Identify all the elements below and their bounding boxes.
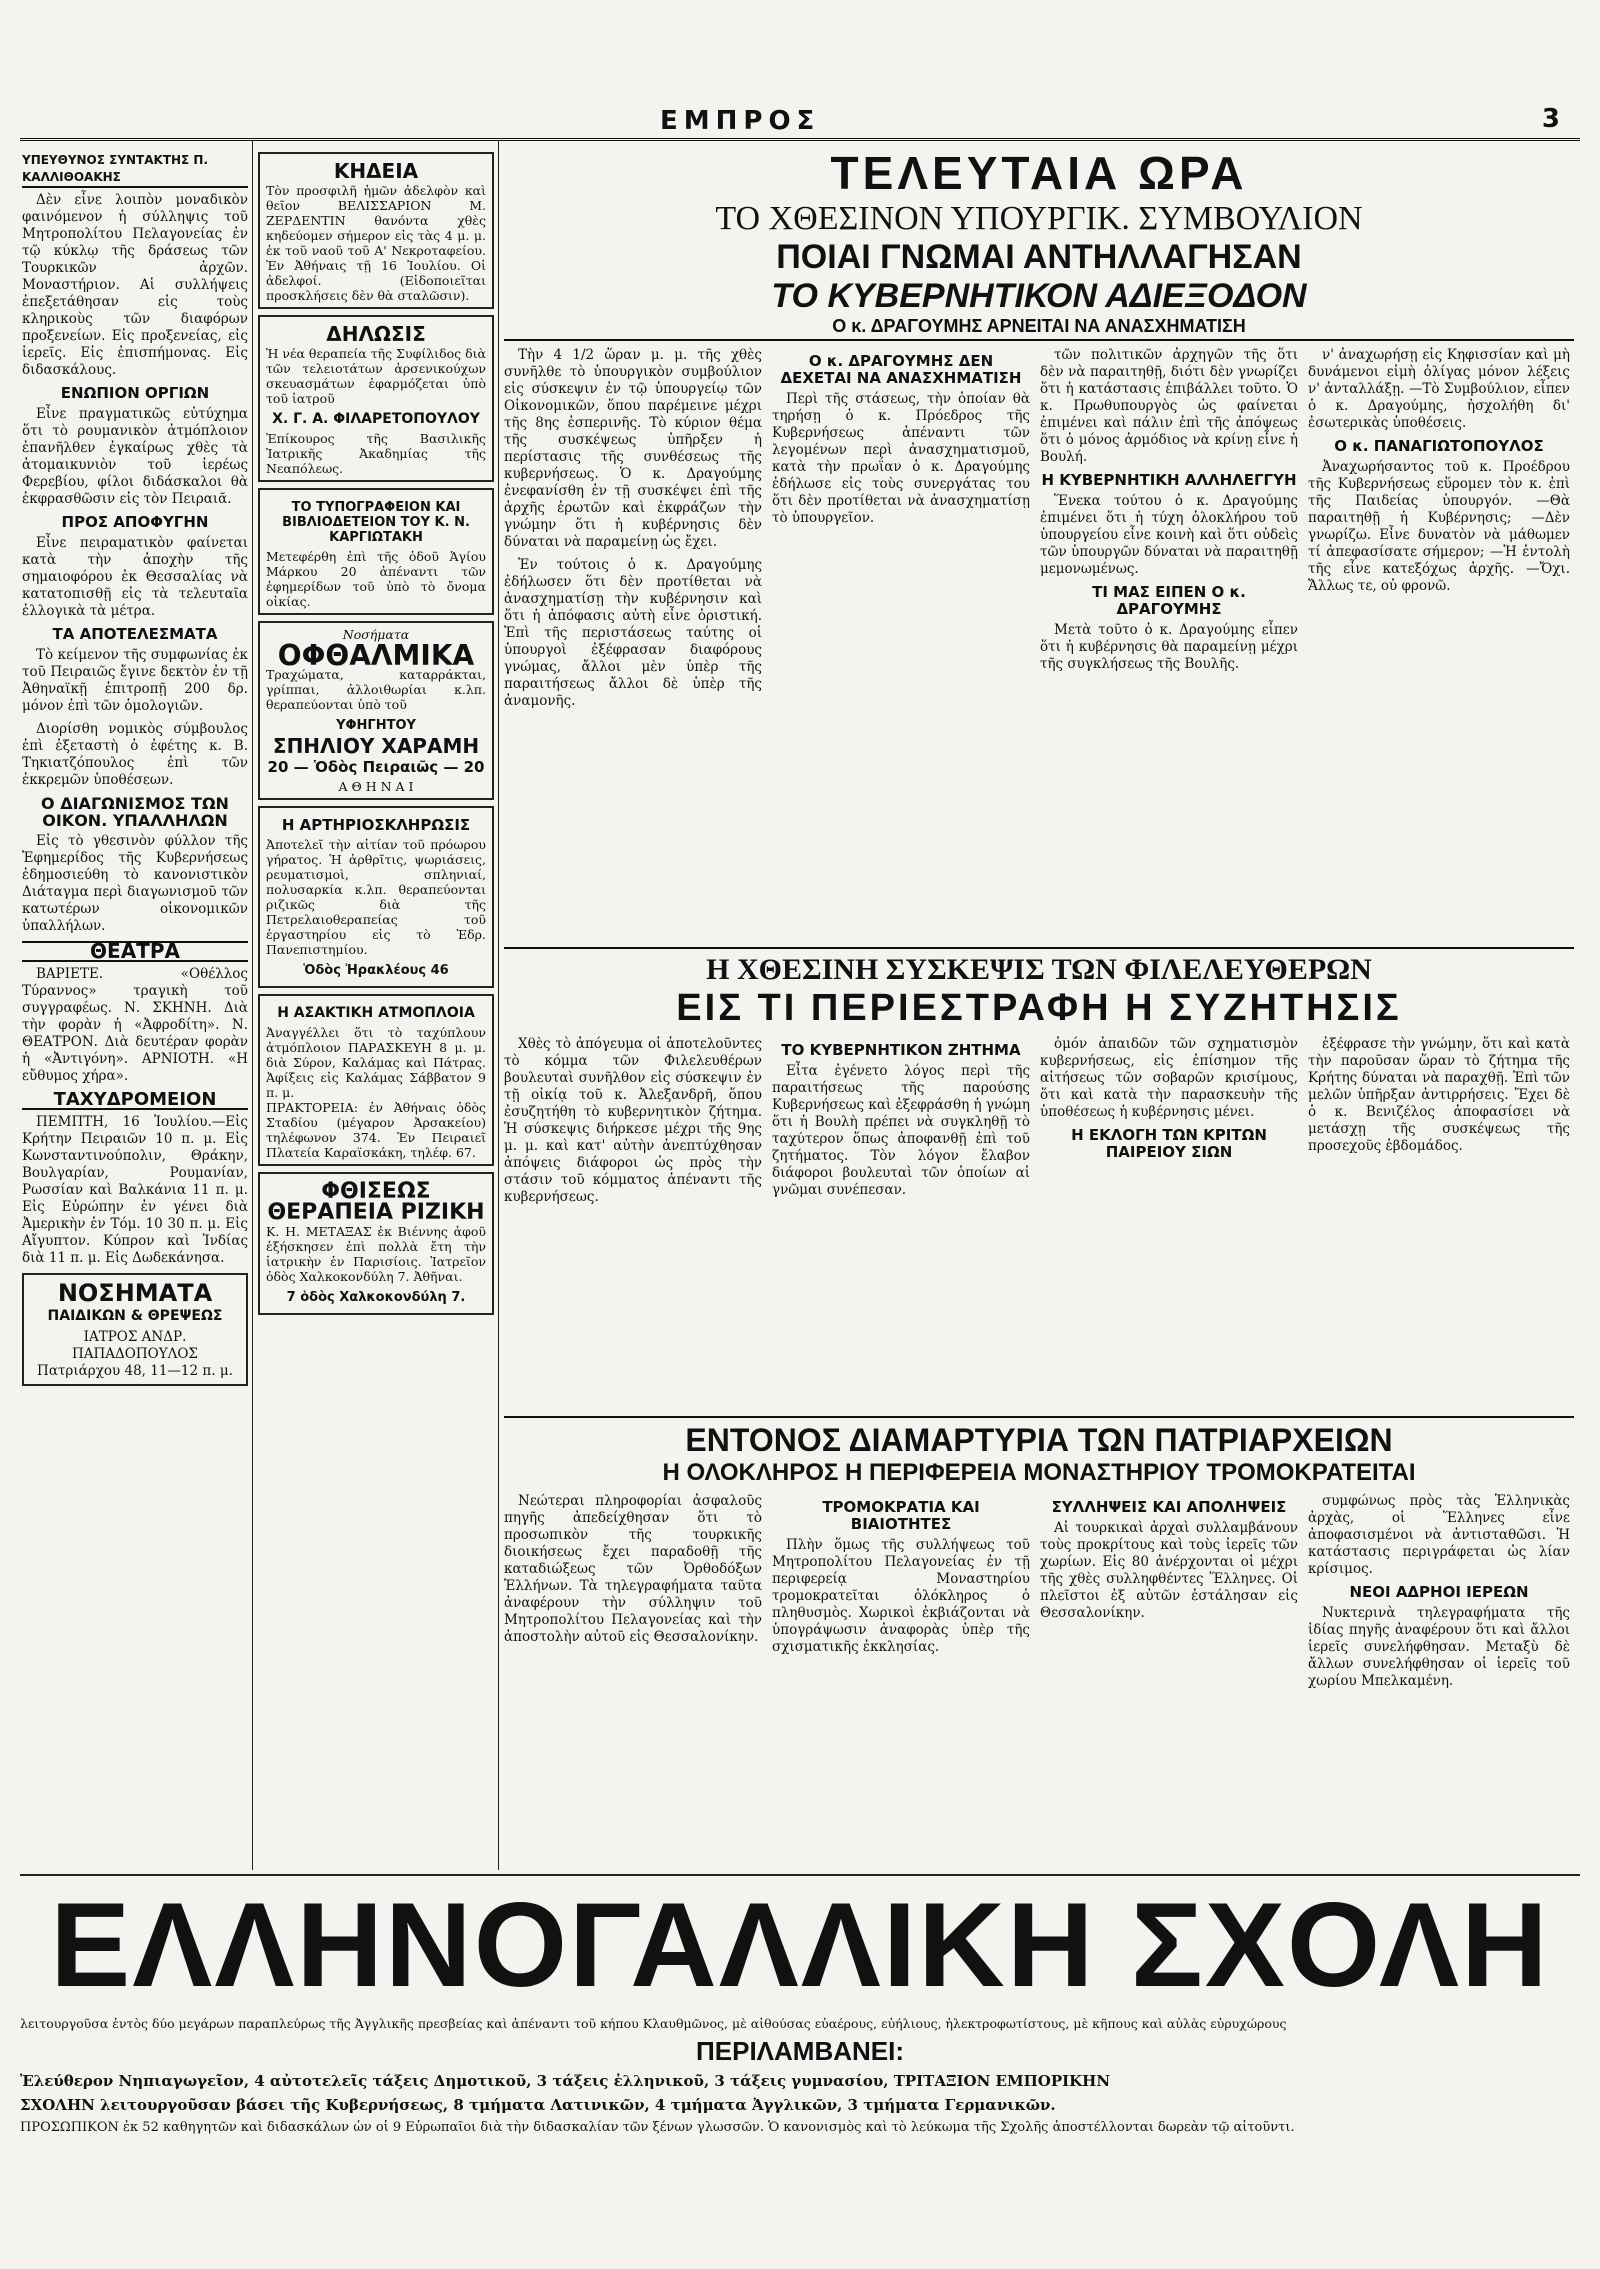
- atmoploia-ad: [258, 994, 494, 1166]
- article-liberals: [504, 1036, 1574, 1416]
- headline-6: ΕΙΣ ΤΙ ΠΕΡΙΕΣΤΡΑΦΗ Η ΣΥΖΗΤΗΣΙΣ: [676, 987, 1402, 1029]
- article-col: [1040, 347, 1298, 947]
- arthriosklirosis-title: Η ΑΡΤΗΡΙΟΣΚΛΗΡΩΣΙΣ: [281, 816, 471, 834]
- article-subhead: ΝΕΟΙ ΑΔΡΗΟΙ ΙΕΡΕΩΝ: [1349, 1583, 1529, 1601]
- section-kicker: ΕΝΩΠΙΟΝ ΟΡΓΙΩΝ: [60, 384, 210, 402]
- article-paragraph: τῶν πολιτικῶν ἀρχηγῶν τῆς ὅτι δὲν νὰ παραιτηθῇ, διότι δὲν γνωρίζει ὅτι ἡ κατάστασις ἐπιβάλλει τοῦτο. Ὁ κ. Πρωθυπουργὸς ὡς φαίνεται ἐπιμένει καὶ πάλιν ἐπὶ τῆς ἀπόψεως ὅτι ὁ μόνος ἁρμόδιος νὰ κρίνῃ εἶνε ἡ Βουλή.: [1040, 347, 1298, 465]
- nosima-doctor: ΙΑΤΡΟΣ ΑΝΔΡ. ΠΑΠΑΔΟΠΟΥΛΟΣ: [72, 1329, 198, 1362]
- article-paragraph: Ἐν τούτοις ὁ κ. Δραγούμης ἐδήλωσεν ὅτι δὲν προτίθεται νὰ ἀνασχηματίσῃ τὴν κυβέρνησιν καὶ ὅτι ἡ ἀπόφασις αὐτὴ εἶνε ὁριστική. Ἐπὶ τῆς περιστάσεως ταύτης οἱ ὑπουργοὶ ἐξέφρασαν διαφόρους γνώμας, ἄλλοι μὲν ὑπὲρ τῆς παραιτήσεως ἄλλοι δὲ ὑπὲρ τῆς ἀναμονῆς.: [504, 557, 762, 709]
- article-ministerial-council: [504, 347, 1574, 947]
- masthead: [20, 104, 1580, 141]
- headline-3: ΤΟ ΚΥΒΕΡΝΗΤΙΚΟΝ ΑΔΙΕΞΟΔΟΝ: [771, 277, 1307, 315]
- article-paragraph: Πλὴν ὅμως τῆς συλλήψεως τοῦ Μητροπολίτου Πελαγονείας ἐν τῇ περιφερείᾳ Μοναστηρίου τρομοκρατεῖται ὁλόκληρος ὁ πληθυσμὸς. Χωρικοὶ ἐκβιάζονται νὰ ὑπογράψωσιν ἀναφορὰς ὑπὲρ τῆς σχισματικῆς ἐκκλησίας.: [772, 1537, 1030, 1655]
- article-col: [504, 347, 762, 947]
- tipografeio-text: Μετεφέρθη ἐπὶ τῆς ὁδοῦ Ἁγίου Μάρκου 20 ἀπέναντι τῶν ἐφημερίδων τοῦ ὑπὸ τὸ ὄνομα οἰκίας.: [266, 549, 486, 609]
- nosimata-label: Νοσήματα: [342, 627, 410, 642]
- headline-7: ΕΝΤΟΝΟΣ ΔΙΑΜΑΡΤΥΡΙΑ ΤΩΝ ΠΑΤΡΙΑΡΧΕΙΩΝ: [504, 1416, 1574, 1459]
- article-paragraph: Εἶτα ἐγένετο λόγος περὶ τῆς παραιτήσεως τῆς παρούσης Κυβερνήσεως καὶ ἐξεφράσθη ἡ γνώμη ὅτι ἡ Βουλὴ πρέπει νὰ συγκληθῇ τὸ ταχύτερον ὅπως ἀποφανθῇ ἐπὶ τοῦ ζητήματος. Τὸν λόγον ἔλαβον διάφοροι βουλευταὶ τῶν ὁποίων αἱ γνῶμαι συνέπεσαν.: [772, 1063, 1030, 1198]
- ofthalmika-ad: [258, 621, 494, 800]
- article-subhead: ΤΟ ΚΥΒΕΡΝΗΤΙΚΟΝ ΖΗΤΗΜΑ: [781, 1041, 1021, 1059]
- article-subhead: Η ΕΚΛΟΓΗ ΤΩΝ ΚΡΙΤΩΝ ΠΑΙΡΕΙΟΥ ΣΙΩΝ: [1071, 1126, 1267, 1161]
- fthisis-title: ΦΘΙΣΕΩΣ: [321, 1179, 431, 1204]
- article-paragraph: Τὴν 4 1/2 ὥραν μ. μ. τῆς χθὲς συνῆλθε τὸ ὑπουργικὸν συμβούλιον εἰς σύσκεψιν ἐν τῷ ὑπουργείῳ τῶν Οἰκονομικῶν, ὅπου παρέμεινε μέχρι τῆς 8ης ἐσπερινῆς. Τὸ κύριον θέμα τῆς συσκέψεως ὑπῆρξεν ἡ περίστασις τῆς συνθέσεως τῆς κυβερνήσεως. Ὁ κ. Δραγούμης ἐνεφανίσθη ἐν τῇ συσκέψει ἐπὶ τῆς ἀρχῆς ἐρωτῶν καὶ ἐκφράζων τὴν γνώμην ὅτι ἡ κυβέρνησις δὲν δύναται νὰ παραμείνῃ ὡς ἔχει.: [504, 347, 762, 550]
- left-column: [22, 146, 248, 1866]
- article-paragraph: Μετὰ τοῦτο ὁ κ. Δραγούμης εἶπεν ὅτι ἡ κυβέρνησις θὰ παραμείνῃ μέχρι τῆς συγκλήσεως τῆς Βουλῆς.: [1040, 622, 1298, 672]
- contest-title: Ο ΔΙΑΓΩΝΙΣΜΟΣ ΤΩΝ ΟΙΚΟΝ. ΥΠΑΛΛΗΛΩΝ: [41, 794, 229, 830]
- page-number: 3: [1541, 104, 1560, 134]
- article-subhead: Η ΚΥΒΕΡΝΗΤΙΚΗ ΑΛΛΗΛΕΓΓΥΗ: [1041, 471, 1297, 489]
- contest-text: Εἰς τὸ γθεσινὸν φύλλον τῆς Ἐφημερίδος τῆς Κυβερνήσεως ἐδημοσιεύθη τὸ κανονιστικὸν Διάταγμα περὶ διαγωνισμοῦ τῶν κατωτέρων οἰκονομικῶν ὑπαλλήλων.: [22, 833, 248, 934]
- article-subhead: Ο κ. ΠΑΝΑΓΙΩΤΟΠΟΥΛΟΣ: [1334, 437, 1544, 455]
- headline-5: Η ΧΘΕΣΙΝΗ ΣΥΣΚΕΨΙΣ ΤΩΝ ΦΙΛΕΛΕΥΘΕΡΩΝ: [504, 947, 1574, 987]
- kideia-title: ΚΗΔΕΙΑ: [333, 159, 419, 183]
- ads-column: [258, 146, 494, 1866]
- kideia-text: Τὸν προσφιλῆ ἡμῶν ἀδελφὸν καὶ θεῖον ΒΕΛΙΣΣΑΡΙΟΝ Μ. ΖΕΡΔΕΝΤΙΝ θανόντα χθὲς κηδεύομεν σήμερον εἰς τὰς 4 μ. μ. ἐκ τοῦ ναοῦ τοῦ Α' Νεκροταφείου. Ἐν Ἀθήναις τῇ 16 Ἰουλίου. Οἱ ἀδελφοί. (Εἰδοποιεῖται προσκλήσεις δὲν θὰ σταλῶσιν).: [266, 183, 486, 303]
- article-patriarchate: [504, 1493, 1574, 1823]
- article-paragraph: Τὸ κείμενον τῆς συμφωνίας ἐκ τοῦ Πειραιῶς ἔγινε δεκτὸν ἐν τῇ Ἀθηναϊκῇ ἐπιτροπῇ 200 δρ. μόνον ἐπὶ τῶν ὁμολογιῶν.: [22, 647, 248, 714]
- arthriosklirosis-ad: [258, 806, 494, 988]
- section-kicker: ΤΑ ΑΠΟΤΕΛΕΣΜΑΤΑ: [52, 625, 218, 643]
- therapia-text: Κ. Η. ΜΕΤΑΞΑΣ ἐκ Βιέννης ἀφοῦ ἐξήσκησεν ἐπὶ πολλὰ ἔτη τὴν ἰατρικὴν ἐν Παρισίοις. Ἰατρεῖον ὁδὸς Χαλκοκονδύλη 7. Ἀθῆναι.: [266, 1224, 486, 1284]
- article-col: [772, 1493, 1030, 1823]
- theatre-title: ΘΕΑΤΡΑ: [22, 941, 248, 962]
- headline-kicker: ΤΕΛΕΥΤΑΙΑ ΩΡΑ: [830, 147, 1248, 199]
- bottom-rule: [20, 1874, 1580, 1876]
- article-paragraph: Νεώτεραι πληροφορίαι ἀσφαλοῦς πηγῆς ἀπεδείχθησαν ὅτι τὸ προσωπικὸν τῆς τουρκικῆς διοικήσεως ἔχει παραδοθῇ τῆς καταδιώξεως τῶν Ὀρθοδόξων Ἑλλήνων. Τὰ τηλεγραφήματα ταῦτα ἀναφέρουν τὴν σύλληψιν τοῦ Μητροπολίτου Πελαγονείας καὶ τὴν ἀποστολὴν αὐτοῦ εἰς Θεσσαλονίκην.: [504, 1493, 762, 1645]
- newspaper-page: [20, 0, 1580, 2269]
- ofthalmika-doctor-title: ΥΦΗΓΗΤΟΥ: [336, 718, 416, 733]
- dilosis-text: Ἡ νέα θεραπεία τῆς Συφίλιδος διὰ τῶν τελειοτάτων ἀρσενικούχων σκευασμάτων ἐφαρμόζεται ὑπὸ τοῦ ἰατροῦ: [266, 346, 486, 406]
- ofthalmika-title: ΟΦΘΑΛΜΙΚΑ: [277, 639, 475, 672]
- article-paragraph: ἐξέφρασε τὴν γνώμην, ὅτι καὶ κατὰ τὴν παροῦσαν ὥραν τὸ ζήτημα τῆς Κρήτης δύναται νὰ παραχθῇ. Ἐπὶ τῶν μελῶν ὑπῆρξαν ἀντιρρήσεις. Ἔχει δὲ ὁ κ. Βενιζέλος ἀποφασίσει νὰ μετάσχῃ τῆς συσκέψεως τῆς προσεχοῦς ἑβδομάδος.: [1308, 1036, 1570, 1154]
- therapia-address: 7 ὁδὸς Χαλκοκονδύλη 7.: [286, 1290, 466, 1305]
- article-paragraph: Αἱ τουρκικαὶ ἀρχαὶ συλλαμβάνουν τοὺς προκρίτους καὶ τοὺς ἱερεῖς τῶν χωρίων. Εἰς 80 ἀνέρχονται οἱ μέχρι τῆς χθὲς συλληφθέντες Ἕλληνες. Οἱ πλεῖστοι ἐξ αὐτῶν ἐστάλησαν εἰς Θεσσαλονίκην.: [1040, 1520, 1298, 1621]
- article-paragraph: Νυκτερινὰ τηλεγραφήματα τῆς ἰδίας πηγῆς ἀναφέρουν ὅτι καὶ ἄλλοι ἱερεῖς συνελήφθησαν. Μεταξὺ δὲ ἄλλων συνελήφθησαν οἱ ἱερεῖς τοῦ χωρίου Μπελκαμένη.: [1308, 1605, 1570, 1689]
- article-col: [1308, 347, 1570, 947]
- article-paragraph: ὁμόν ἀπαιδῶν τῶν σχηματισμὸν κυβερνήσεως, εἰς ἐπίσημον τῆς αἰτήσεως τῶν σοβαρῶν κρισίμους, ὅτι καὶ κατὰ τὴν παρασκευὴν τῆς ὑποθέσεως ἡ κυβέρνησις μένει.: [1040, 1036, 1298, 1120]
- atmoploia-title: Η ΑΣΑΚΤΙΚΗ ΑΤΜΟΠΛΟΙΑ: [277, 1005, 475, 1021]
- article-paragraph: Ἀναχωρήσαντος τοῦ κ. Προέδρου τῆς Κυβερνήσεως εὕρομεν τὸν κ. ἐπὶ τῆς Παιδείας ὑπουργόν. —Θὰ παραιτηθῇ ἡ Κυβέρνησις; —Δὲν γνωρίζω. Εἶνε δυνατὸν νὰ μάθωμεν τί ἀπεφασίσατε σήμερον; —Ἡ ἐντολὴ τῆς εἶνε κατεξόχως ἀρχῆς. —Ὄχι. Ἄλλως τε, οὐ φρονῶ.: [1308, 459, 1570, 594]
- article-paragraph: Περὶ τῆς στάσεως, τὴν ὁποίαν θὰ τηρήσῃ ὁ κ. Πρόεδρος τῆς Κυβερνήσεως ἀπέναντι τῶν λεγομένων περὶ ἀνασχηματισμοῦ, κατὰ τὴν πρωΐαν ὁ κ. Δραγούμης ἐδήλωσε εἰς τοὺς συνεργάτας του ὅτι δὲν προτίθεται νὰ ἀνασχηματίσῃ τὸ ὑπουργεῖον.: [772, 391, 1030, 526]
- school-line-4: ΠΡΟΣΩΠΙΚΟΝ ἐκ 52 καθηγητῶν καὶ διδασκάλων ὧν οἱ 9 Εὐρωπαῖοι διὰ τὴν διδασκαλίαν τῶν ξένων γλωσσῶν. Ὁ κανονισμὸς καὶ τὸ λεύκωμα τῆς Σχολῆς ἀποστέλλονται δωρεὰν τῷ αἰτοῦντι.: [20, 2120, 1295, 2135]
- atmoploia-text: Ἀναγγέλλει ὅτι τὸ ταχύπλουν ἀτμόπλοιον ΠΑΡΑΣΚΕΥΗ 8 μ. μ. διὰ Σύρον, Καλάμας καὶ Πάτρας. Ἀφίξεις εἰς Καλάμας Σάββατον 9 π. μ.: [266, 1025, 486, 1100]
- fthisis-ad: [258, 1172, 494, 1315]
- article-col: [1040, 1036, 1298, 1416]
- post-title: ΤΑΧΥΔΡΟΜΕΙΟΝ: [22, 1091, 248, 1110]
- kideia-ad: [258, 152, 494, 309]
- article-col: [1308, 1493, 1570, 1823]
- tipografeio-title: ΤΟ ΤΥΠΟΓΡΑΦΕΙΟΝ ΚΑΙ ΒΙΒΛΙΟΔΕΤΕΙΟΝ ΤΟΥ Κ. Ν. ΚΑΡΓΙΩΤΑΚΗ: [282, 500, 470, 545]
- article-subhead: Ο κ. ΔΡΑΓΟΥΜΗΣ ΔΕΝ ΔΕΧΕΤΑΙ ΝΑ ΑΝΑΣΧΗΜΑΤΙΣΗ: [780, 352, 1022, 387]
- article-col: [1040, 1493, 1298, 1823]
- headline-4: Ο κ. ΔΡΑΓΟΥΜΗΣ ΑΡΝΕΙΤΑΙ ΝΑ ΑΝΑΣΧΗΜΑΤΙΣΗ: [504, 316, 1574, 341]
- article-paragraph: Διορίσθη νομικὸς σύμβουλος ἐπὶ ἐξεταστὴ ὁ ἐφέτης κ. Β. Τηκιατζόπουλος ἐπὶ τῶν ἐκκρεμῶν ὑποθέσεων.: [22, 721, 248, 788]
- article-paragraph: ν' ἀναχωρήσῃ εἰς Κηφισσίαν καὶ μὴ δυνάμενοι εἰμὴ ὀλίγας μόνον λέξεις ν' ἀνταλλάξῃ. —Τὸ Συμβούλιον, εἶπεν ὁ κ. Δραγούμης, ἠσχολήθη δι' ἐσωτερικὰς ὑποθέσεις.: [1308, 347, 1570, 431]
- article-paragraph: Ἕνεκα τούτου ὁ κ. Δραγούμης ἐπιμένει ὅτι ἡ τύχη ὁλοκλήρου τοῦ ὑπουργείου εἶνε κοινὴ καὶ ὅτι οὐδεὶς τῶν ὑπουργῶν δύναται νὰ παραιτηθῇ μεμονωμένως.: [1040, 493, 1298, 577]
- nosima-address: Πατριάρχου 48, 11—12 π. μ.: [37, 1363, 233, 1379]
- tipografeio-ad: [258, 488, 494, 615]
- article-col: [772, 347, 1030, 947]
- section-kicker: ΠΡΟΣ ΑΠΟΦΥΓΗΝ: [61, 513, 209, 531]
- school-line-2: Ἐλεύθερον Νηπιαγωγεῖον, 4 αὐτοτελεῖς τάξεις Δημοτικοῦ, 3 τάξεις ἑλληνικοῦ, 3 τάξεις γυμνασίου, ΤΡΙΤΑΞΙΟΝ ΕΜΠΟΡΙΚΗΝ: [20, 2072, 1111, 2090]
- headline-2: ΠΟΙΑΙ ΓΝΩΜΑΙ ΑΝΤΗΛΛΑΓΗΣΑΝ: [776, 238, 1302, 276]
- editor-line: ΥΠΕΥΘΥΝΟΣ ΣΥΝΤΑΚΤΗΣ Π. ΚΑΛΛΙΘΟΑΚΗΣ: [22, 152, 248, 188]
- article-col: [504, 1493, 762, 1823]
- atmoploia-contact: ΠΡΑΚΤΟΡΕΙΑ: ἐν Ἀθήναις ὁδὸς Σταδίου (μέγαρον Ἀρσακείου) τηλέφωνον 374. Ἐν Πειραιεῖ Πλατεία Καραϊσκάκη, τηλέφ. 67.: [266, 1100, 486, 1160]
- school-perilamvanei: ΠΕΡΙΛΑΜΒΑΝΕΙ:: [695, 2036, 904, 2066]
- therapia-title: ΘΕΡΑΠΕΙΑ ΡΙΖΙΚΗ: [267, 1200, 485, 1225]
- masthead-name: ΕΜΠΡΟΣ: [660, 106, 821, 136]
- article-paragraph: συμφώνως πρὸς τὰς Ἑλληνικὰς ἀρχὰς, οἱ Ἕλληνες εἶνε ἀποφασισμένοι νὰ ἀντισταθῶσι. Ἡ κατάστασις περιγράφεται ὡς λίαν κρίσιμος.: [1308, 1493, 1570, 1577]
- article-subhead: ΤΙ ΜΑΣ ΕΙΠΕΝ Ο κ. ΔΡΑΓΟΥΜΗΣ: [1092, 583, 1246, 618]
- headline-8: Η ΟΛΟΚΛΗΡΟΣ Η ΠΕΡΙΦΕΡΕΙΑ ΜΟΝΑΣΤΗΡΙΟΥ ΤΡΟΜΟΚΡΑΤΕΙΤΑΙ: [662, 1459, 1416, 1486]
- column-rule: [252, 140, 253, 1870]
- main-area: [504, 146, 1574, 1866]
- ofthalmika-address: 20 — Ὁδὸς Πειραιῶς — 20: [267, 758, 485, 776]
- headline-1: ΤΟ ΧΘΕΣΙΝΟΝ ΥΠΟΥΡΓΙΚ. ΣΥΜΒΟΥΛΙΟΝ: [715, 200, 1363, 237]
- dilosis-doctor: Χ. Γ. Α. ΦΙΛΑΡΕΤΟΠΟΥΛΟΥ: [272, 411, 480, 427]
- ofthalmika-city: Α Θ Η Ν Α Ι: [338, 779, 414, 794]
- article-paragraph: Δὲν εἶνε λοιπὸν μοναδικὸν φαινόμενον ἡ σύλληψις τοῦ Μητροπολίτου Πελαγονείας ἐν τῷ κύκλῳ τῆς δράσεως τῶν Τουρκικῶν ἀρχῶν. Μοναστήριον. Αἱ συλλήψεις ἐπεξετάθησαν εἰς τοὺς κληρικοὺς τῶν διαφόρων προξενείων. Εἰς προξενείας, εἰς ἱερεῖς. Εἰς ἐπισπήμονας. Εἰς διδασκάλους.: [22, 192, 248, 378]
- article-subhead: ΤΡΟΜΟΚΡΑΤΙΑ ΚΑΙ ΒΙΑΙΟΤΗΤΕΣ: [822, 1498, 980, 1533]
- theatre-text: ΒΑΡΙΕΤΕ. «Οθέλλος Τύραννος» τραγικὴ τοῦ συγγραφέως. Ν. ΣΚΗΝΗ. Διὰ τὴν φορὰν ἡ «Ἀφροδίτη». Ν. ΘΕΑΤΡΟΝ. Διὰ δευτέραν φορὰν ἡ «Ἀντιγόνη». ΑΡΝΙΟΤΗ. «Η εὔθυμος χήρα».: [22, 966, 248, 1084]
- dilosis-ad: [258, 315, 494, 482]
- article-col: [1308, 1036, 1570, 1416]
- school-title: ΕΛΛΗΝΟΓΑΛΛΙΚΗ ΣΧΟΛΗ: [50, 1880, 1550, 2010]
- ofthalmika-doctor: ΣΠΗΛΙΟΥ ΧΑΡΑΜΗ: [272, 734, 480, 758]
- arthriosklirosis-address: Ὁδὸς Ἠρακλέους 46: [303, 963, 449, 978]
- school-line-1: λειτουργοῦσα ἐντὸς δύο μεγάρων παραπλεύρως τῆς Ἀγγλικῆς πρεσβείας καὶ ἀπέναντι τοῦ κήπου Κλαυθμῶνος, μὲ αἰθούσας εὐαέρους, εὐήλιους, ἠλεκτροφωτίστους, μὲ κῆπους καὶ αὐλὰς εὐρυχώρους: [20, 2016, 1287, 2031]
- article-paragraph: Εἶνε πραγματικῶς εὐτύχημα ὅτι τὸ ρουμανικὸν ἀτμόπλοιον ἐπανῆλθεν ἐγκαίρως χθὲς τὰ ἀτομαικυνιὸν τοῦ ἱερέως Φερεβίου, φίλοι διδάσκαλοι θὰ ἐκφρασθῶσιν εἰς τὸν Πειραιᾶ.: [22, 406, 248, 507]
- school-line-3: ΣΧΟΛΗΝ λειτουργοῦσαν βάσει τῆς Κυβερνήσεως, 8 τμήματα Λατινικῶν, 4 τμήματα Ἀγγλικῶν, 3 τμήματα Γερμανικῶν.: [20, 2096, 1056, 2114]
- dilosis-more: Ἐπίκουρος τῆς Βασιλικῆς Ἰατρικῆς Ἀκαδημίας τῆς Νεαπόλεως.: [266, 431, 486, 476]
- column-rule: [498, 140, 499, 1870]
- post-text: ΠΕΜΠΤΗ, 16 Ἰουλίου.—Εἰς Κρήτην Πειραιῶν 10 π. μ. Εἰς Κωνσταντινούπολιν, Θράκην, Βουλγαρίαν, Ρουμανίαν, Ρωσσίαν καὶ Βαλκάνια 11 π. μ. Εἰς Εὐρώπην ἐν γένει διὰ Ἀμερικὴν ἐν Τόμ. 10 30 π. μ. Εἰς Αἴγυπτον. Κύπρον καὶ Ἰνδίας διὰ 11 π. μ. Εἰς Δωδεκάνησα.: [22, 1114, 248, 1266]
- nosima-subtitle: ΠΑΙΔΙΚΩΝ & ΘΡΕΨΕΩΣ: [47, 1308, 223, 1324]
- article-paragraph: Εἶνε πειραματικὸν φαίνεται κατὰ τὴν ἀποχὴν τῆς σημαιοφόρου ἐκ Θεσσαλίας νὰ κατατοπισθῇ εἰς τὰ τελευταῖα ἐλλογικὰ τὰ μέτρα.: [22, 535, 248, 619]
- article-paragraph: Χθὲς τὸ ἀπόγευμα οἱ ἀποτελοῦντες τὸ κόμμα τῶν Φιλελευθέρων βουλευταὶ συνῆλθον εἰς σύσκεψιν ἐν τῇ οἰκίᾳ τοῦ κ. Ἀλεξανδρῆ, ὅπου ἐσυζητήθη τὸ κυβερνητικὸν ζήτημα. Ἡ σύσκεψις διήρκεσε μέχρι τῆς 9ης μ. μ. καὶ κατ' αὐτὴν ἀνεπτύχθησαν ἀπόψεις διάφοροι ὡς πρὸς τὴν στάσιν τοῦ κόμματος ἀπέναντι τῆς κυβερνήσεως.: [504, 1036, 762, 1205]
- article-subhead: ΣΥΛΛΗΨΕΙΣ ΚΑΙ ΑΠΟΛΗΨΕΙΣ: [1051, 1498, 1287, 1516]
- article-col: [772, 1036, 1030, 1416]
- dilosis-title: ΔΗΛΩΣΙΣ: [326, 322, 426, 346]
- arthriosklirosis-text: Ἀποτελεῖ τὴν αἰτίαν τοῦ πρόωρου γήρατος. Ἡ ἀρθρῖτις, ψωριάσεις, ρευματισμοὶ, σπληνιαί, πολυσαρκία κ.λπ. θεραπεύονται ριζικῶς διὰ τῆς Πετρελαιοθεραπείας τοῦ ἐργαστηρίου εἰς τὸ Ἐδρ. Πανεπιστημίου.: [266, 837, 486, 957]
- nosima-title: ΝΟΣΗΜΑΤΑ: [57, 1279, 213, 1307]
- article-col: [504, 1036, 762, 1416]
- ofthalmika-text: Τραχώματα, καταρράκται, γρίππαι, ἀλλοιθωρίαι κ.λπ. θεραπεύονται ὑπὸ τοῦ: [266, 667, 486, 712]
- nosima-ad: [22, 1273, 248, 1386]
